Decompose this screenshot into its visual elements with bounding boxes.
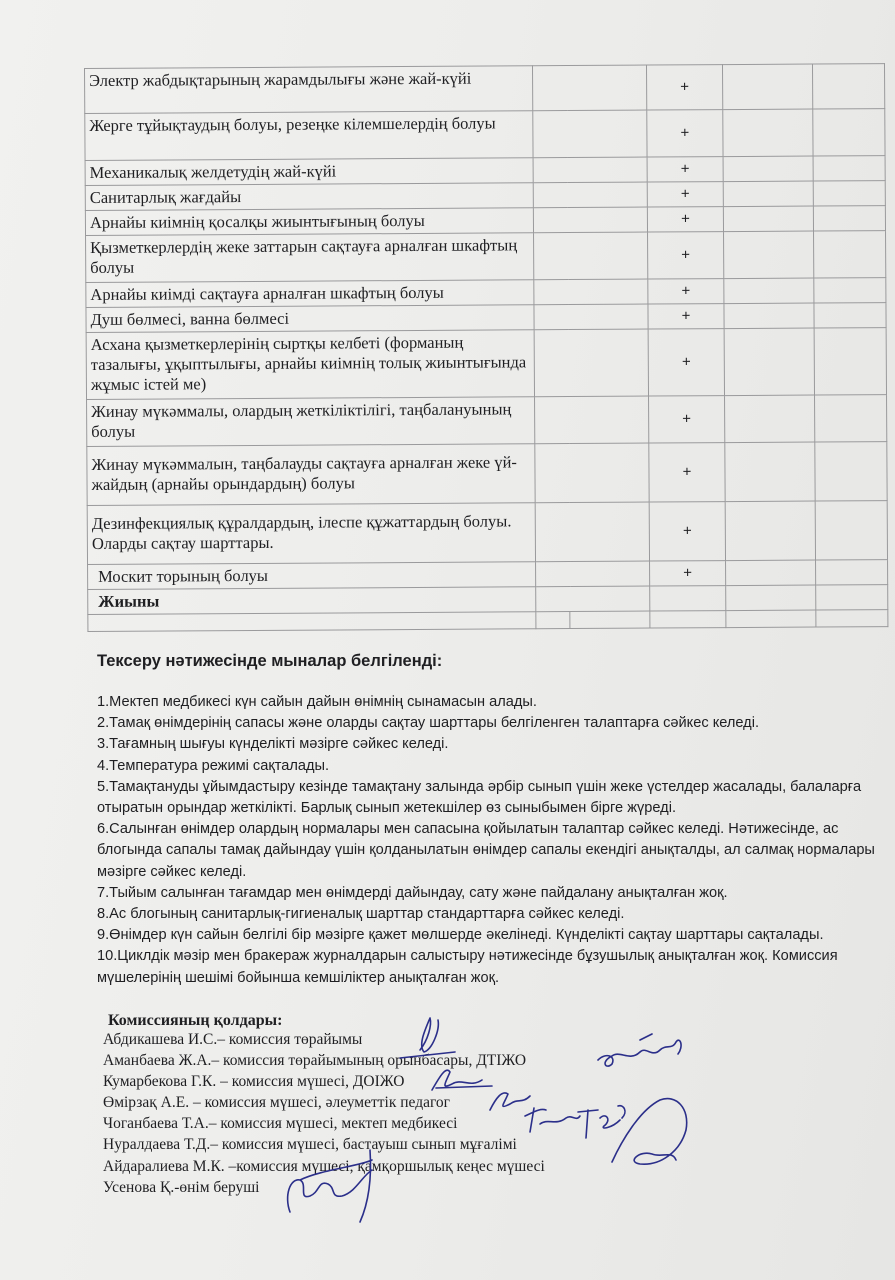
total-label: Жиыны [88,587,536,615]
check-mark: + [647,157,723,182]
check-mark: + [647,110,723,157]
finding-item: 7.Тыйым салынған тағамдар мен өнімдерді дайындау, сату және пайдалану анықталған жоқ. [97,884,728,901]
checklist-row [87,442,887,506]
checklist-item: Арнайы киімді сақтауға арналған шкафтың болуы [86,280,534,308]
check-mark: + [648,329,724,396]
check-mark: + [650,561,726,586]
finding-item: 9.Өнімдер күн сайын белгілі бір мәзірге қажет мөлшерде әкелінеді. Күнделікті сақтау шарттары сақталады. [97,927,824,944]
finding-item: 10.Циклдік мәзір мен бракераж журналдарын салыстыру нәтижесінде бұзушылық анықталған жоқ. Комиссия мүшелерінің шешімі бойынша кемшіліктер анықталған жоқ. [97,948,838,986]
checklist-blank-row [88,610,888,632]
checklist-item: Жинау мүкәммалын, таңбалауды сақтауға арналған жеке үй-жайдың (арнайы орындардың) болуы [87,444,535,506]
results-heading: Тексеру нәтижесінде мыналар белгіленді: [97,652,443,670]
checklist-row [86,328,886,400]
commission-member: Аманбаева Ж.А.– комиссия төрайымының орынбасары, ДТІЖО [103,1052,527,1070]
finding-item: 3.Тағамның шығуы күнделікті мәзірге сәйкес келеді. [97,736,449,753]
checklist-row [85,109,885,161]
checklist-item: Қызметкерлердің жеке заттарын сақтауға арналған шкафтың болуы [86,233,534,283]
commission-member: Чоганбаева Т.А.– комиссия мүшесі, мектеп медбикесі [103,1115,458,1133]
checklist-row [85,64,885,114]
check-mark: + [649,396,725,443]
check-mark: + [646,65,722,110]
commission-member: Усенова Қ.-өнім беруші [103,1178,260,1196]
checklist-item: Жерге тұйықтаудың болуы, резеңке кілемшелердің болуы [85,111,533,161]
commission-members-list [103,1029,803,1198]
commission-member: Өмірзақ А.Е. – комиссия мүшесі, әлеуметтік педагог [103,1094,451,1112]
finding-item: 8.Ас блогының санитарлық-гигиеналық шарттар стандарттарға сәйкес келеді. [97,906,625,923]
signatures-heading: Комиссияның қолдары: [108,1012,283,1029]
findings-list [97,692,877,989]
checklist-row [87,501,887,565]
inspection-checklist-table [84,63,888,632]
checklist-row [86,231,886,283]
checklist-item: Душ бөлмесі, ванна бөлмесі [86,305,534,333]
check-mark: + [648,232,724,279]
commission-member: Абдикашева И.С.– комиссия төрайымы [103,1031,363,1048]
check-mark: + [648,304,724,329]
finding-item: 6.Салынған өнімдер олардың нормалары мен сапасына қойылатын талаптар сәйкес келеді. Нәтижесінде, ас блогында сапалы тамақ дайындау үшін қолданылатын өнімдер сапалы екендігі анықталды, ал салмақ нормалары мәзірге сәйкес келеді. [97,821,875,880]
finding-item: 4.Температура режимі сақталады. [97,757,330,774]
checklist-item: Электр жабдықтарының жарамдылығы және жай-күйі [85,66,533,114]
finding-item: 1.Мектеп медбикесі күн сайын дайын өнімнің сынамасын алады. [97,694,537,710]
check-mark: + [649,443,725,502]
checklist-item: Механикалық желдетудің жай-күйі [85,158,533,186]
checklist-row [87,395,887,447]
checklist-item: Асхана қызметкерлерінің сыртқы келбеті (форманың тазалығы, ұқыптылығы, арнайы киімнің толық жиынтығында жұмыс істей ме) [86,330,534,400]
checklist-item: Москит торының болуы [88,562,536,590]
finding-item: 5.Тамақтануды ұйымдастыру кезінде тамақтану залында әрбір сынып үшін жеке үстелдер жасалады, балаларға отыратын орындар жеткілікті. Барлық сынып жетекшілер өз сыныбымен бірге жүреді. [97,778,862,817]
checklist-item: Жинау мүкәммалы, олардың жеткіліктілігі, таңбалануының болуы [87,397,535,447]
check-mark: + [647,182,723,207]
checklist-item: Арнайы киімнің қосалқы жиынтығының болуы [85,208,533,236]
checklist-item: Дезинфекциялық құралдардың, ілеспе құжаттардың болуы. Оларды сақтау шарттары. [87,503,535,565]
check-mark: + [647,207,723,232]
commission-member: Айдаралиева М.К. –комиссия мүшесі, қамқоршылық кеңес мүшесі [103,1157,545,1175]
checklist-item: Санитарлық жағдайы [85,183,533,211]
commission-member: Кумарбекова Г.К. – комиссия мүшесі, ДОІЖО [103,1073,405,1091]
finding-item: 2.Тамақ өнімдерінің сапасы және оларды сақтау шарттары белгіленген талаптарға сәйкес келеді. [97,715,759,732]
check-mark: + [649,502,725,561]
commission-member: Нуралдаева Т.Д.– комиссия мүшесі, бастауыш сынып мұғалімі [103,1136,517,1154]
check-mark: + [648,279,724,304]
